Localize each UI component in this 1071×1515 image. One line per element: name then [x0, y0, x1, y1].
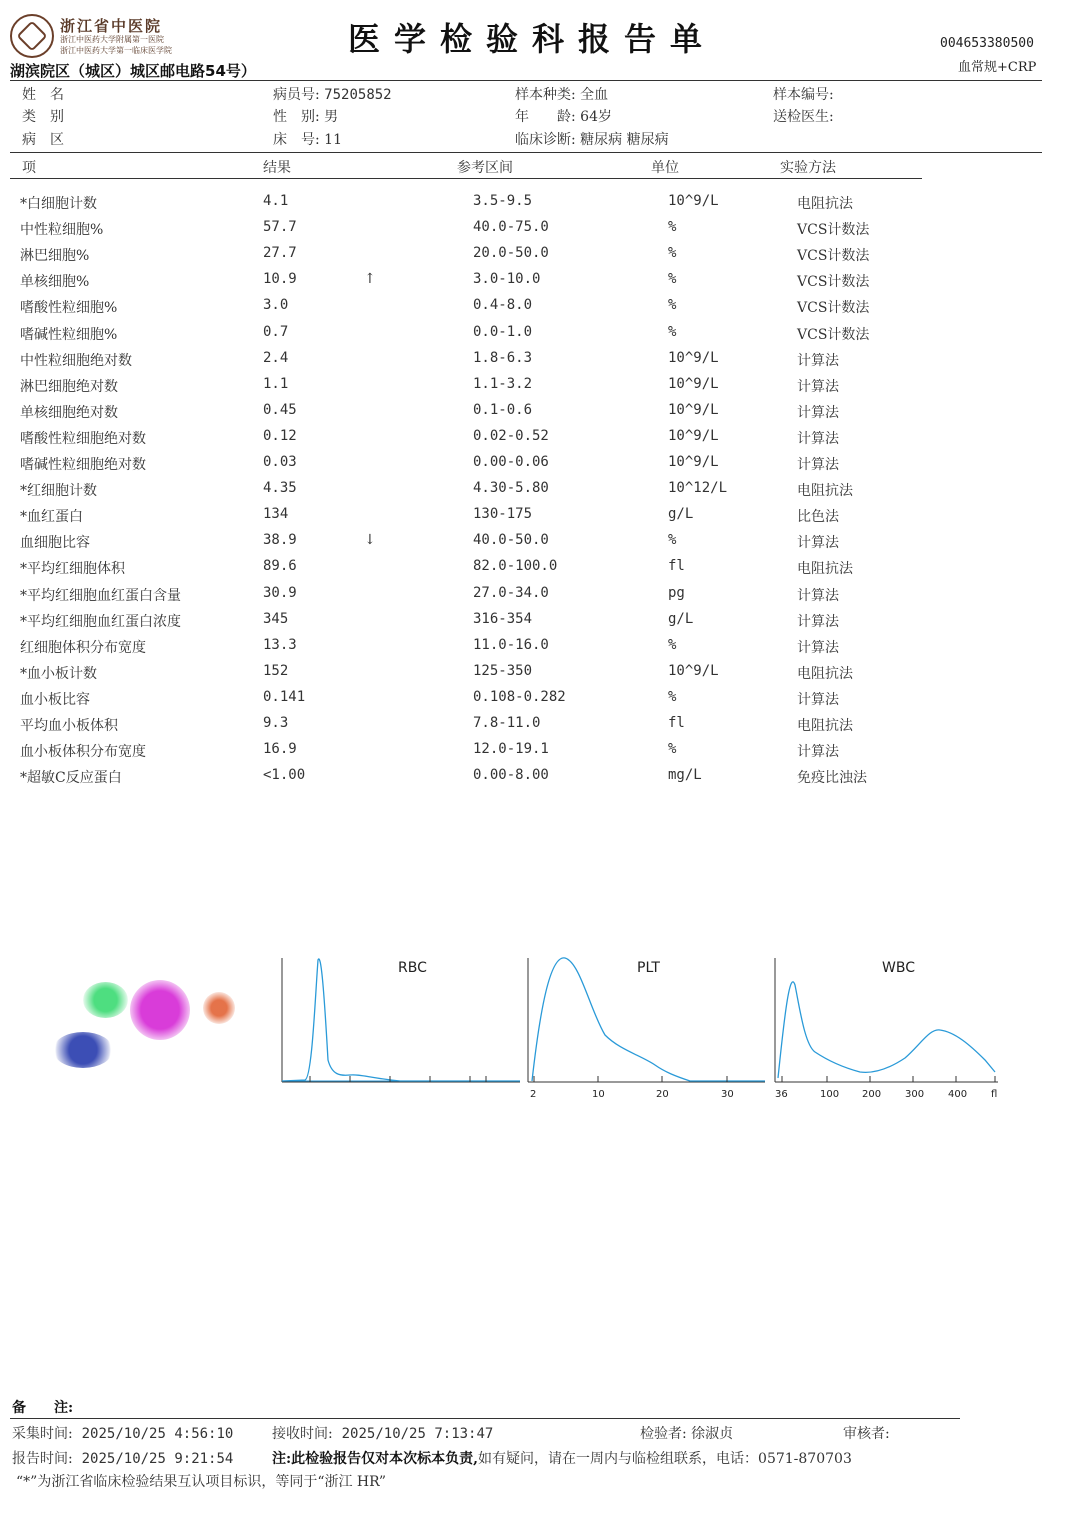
test-method: VCS计数法 [797, 274, 870, 291]
reference-range: 0.1-0.6 [473, 401, 533, 418]
tester: 徐淑贞 [691, 1426, 734, 1442]
test-method: 计算法 [797, 404, 839, 421]
result-value: 0.45 [263, 401, 297, 418]
reference-range: 0.00-8.00 [473, 767, 549, 784]
plt-tick: 20 [656, 1089, 669, 1100]
category-label: 类 别 [22, 109, 64, 125]
table-row [0, 767, 1071, 793]
result-flag: ↓ [364, 532, 376, 549]
result-unit: 10^9/L [668, 401, 719, 418]
result-name: 中性粒细胞% [20, 222, 104, 239]
result-value: 0.141 [263, 688, 306, 705]
test-method: 计算法 [797, 587, 839, 604]
table-row [0, 297, 1071, 323]
test-method: 计算法 [797, 744, 839, 761]
result-value: <1.00 [263, 767, 306, 784]
reference-range: 12.0-19.1 [473, 741, 549, 758]
divider-footer [10, 1418, 960, 1419]
col-method: 实验方法 [780, 160, 836, 176]
result-name: *白细胞计数 [20, 196, 97, 212]
histograms [270, 950, 1005, 1100]
result-value: 27.7 [263, 245, 297, 262]
collect-label: 采集时间: [12, 1426, 73, 1442]
result-unit: 10^9/L [668, 193, 719, 209]
result-unit: % [668, 532, 677, 549]
test-method: 计算法 [797, 691, 839, 708]
test-method: VCS计数法 [797, 248, 870, 265]
reference-range: 27.0-34.0 [473, 584, 549, 601]
wbc-tick: 36 [775, 1089, 788, 1100]
wbc-tick: fl [991, 1089, 998, 1100]
result-name: 平均血小板体积 [20, 718, 118, 734]
result-value: 4.1 [263, 193, 289, 209]
test-method: 计算法 [797, 457, 839, 473]
result-name: *血红蛋白 [20, 509, 83, 526]
result-value: 3.0 [263, 297, 289, 314]
reference-range: 3.0-10.0 [473, 271, 541, 288]
result-name: 中性粒细胞绝对数 [20, 352, 132, 369]
receive-label: 接收时间: [272, 1426, 333, 1442]
reference-range: 0.108-0.282 [473, 688, 566, 705]
result-value: 9.3 [263, 715, 289, 731]
rbc-histogram [282, 958, 520, 1082]
wbc-tick: 300 [905, 1089, 925, 1100]
result-name: 嗜碱性粒细胞% [20, 326, 118, 343]
bed-label: 床 号: [273, 132, 320, 148]
result-unit: % [668, 636, 677, 653]
table-row [0, 271, 1071, 297]
result-unit: % [668, 323, 677, 340]
wbc-tick: 400 [948, 1089, 968, 1100]
result-unit: 10^9/L [668, 454, 719, 470]
reference-range: 7.8-11.0 [473, 715, 541, 731]
result-unit: % [668, 245, 677, 262]
test-method: VCS计数法 [797, 326, 870, 343]
result-value: 152 [263, 662, 289, 679]
result-value: 2.4 [263, 349, 289, 366]
col-unit: 单位 [651, 160, 679, 176]
result-unit: g/L [668, 506, 694, 523]
age-label: 年 龄: [515, 109, 576, 125]
result-name: 血小板体积分布宽度 [20, 744, 146, 761]
table-row [0, 324, 1071, 350]
result-unit: % [668, 271, 677, 288]
result-unit: fl [668, 558, 685, 575]
test-method: VCS计数法 [797, 222, 870, 239]
result-value: 10.9 [263, 271, 297, 288]
table-row [0, 532, 1071, 558]
divider-top [10, 80, 1042, 81]
record-no-label: 病员号: [273, 87, 320, 103]
result-value: 13.3 [263, 636, 297, 653]
wbc-tick: 200 [862, 1089, 882, 1100]
result-value: 0.12 [263, 427, 297, 444]
sex: 男 [324, 109, 339, 125]
result-unit: g/L [668, 610, 694, 627]
table-row [0, 611, 1071, 637]
sex-label: 性 别: [273, 109, 320, 125]
plt-label: PLT [637, 960, 660, 976]
reference-range: 0.4-8.0 [473, 297, 533, 314]
reference-range: 40.0-75.0 [473, 219, 549, 236]
test-method: 电阻抗法 [797, 665, 853, 682]
result-unit: 10^12/L [668, 480, 728, 497]
table-row [0, 558, 1071, 584]
responsibility-note: 注:此检验报告仅对本次标本负责, [272, 1451, 479, 1467]
barcode-number: 004653380500 [940, 36, 1034, 51]
result-unit: % [668, 741, 677, 758]
reference-range: 11.0-16.0 [473, 636, 549, 653]
reference-range: 0.02-0.52 [473, 427, 549, 444]
col-result: 结果 [263, 160, 291, 176]
wbc-label: WBC [882, 960, 915, 976]
collect-time: 2025/10/25 4:56:10 [81, 1426, 234, 1442]
reference-range: 20.0-50.0 [473, 245, 549, 262]
table-row [0, 454, 1071, 480]
result-flag: ↑ [364, 271, 376, 288]
test-method: 电阻抗法 [797, 561, 853, 578]
table-row [0, 480, 1071, 506]
test-method: 计算法 [797, 378, 839, 395]
result-unit: % [668, 297, 677, 314]
plt-tick: 10 [592, 1089, 605, 1100]
sample-no-label: 样本编号: [773, 87, 834, 103]
report-label: 报告时间: [12, 1451, 73, 1467]
contact-note: 如有疑问，请在一周内与临检组联系，电话：0571-870703 [478, 1451, 852, 1467]
reference-range: 130-175 [473, 506, 533, 523]
remark-label: 备 注: [12, 1400, 74, 1416]
table-row [0, 663, 1071, 689]
result-name: *超敏C反应蛋白 [20, 770, 122, 787]
table-row [0, 219, 1071, 245]
test-method: 计算法 [797, 352, 839, 369]
table-row [0, 585, 1071, 611]
divider-info [10, 152, 1042, 153]
table-row [0, 506, 1071, 532]
col-range: 参考区间 [457, 160, 513, 176]
result-value: 0.03 [263, 454, 297, 470]
test-method: 电阻抗法 [797, 196, 853, 212]
result-value: 38.9 [263, 532, 297, 549]
campus-address: 湖滨院区（城区）城区邮电路54号） [10, 62, 256, 80]
result-name: *血小板计数 [20, 665, 97, 682]
hospital-subtitle-1: 浙江中医药大学附属第一医院 [60, 35, 164, 44]
sample-type-label: 样本种类: [515, 87, 576, 103]
result-unit: % [668, 688, 677, 705]
sample-type: 全血 [580, 87, 609, 103]
plt-tick: 2 [530, 1089, 537, 1100]
receive-time: 2025/10/25 7:13:47 [341, 1426, 494, 1442]
reference-range: 4.30-5.80 [473, 480, 549, 497]
result-name: 血小板比容 [20, 691, 90, 708]
table-row [0, 637, 1071, 663]
result-unit: mg/L [668, 767, 702, 784]
table-row [0, 193, 1071, 219]
table-row [0, 715, 1071, 741]
reference-range: 125-350 [473, 662, 533, 679]
result-value: 1.1 [263, 375, 289, 392]
result-name: 单核细胞% [20, 274, 90, 291]
reference-range: 82.0-100.0 [473, 558, 558, 575]
table-row [0, 245, 1071, 271]
test-method: VCS计数法 [797, 300, 870, 317]
bed: 11 [324, 132, 342, 148]
report-time: 2025/10/25 9:21:54 [81, 1451, 234, 1467]
test-method: 电阻抗法 [797, 483, 853, 500]
plt-histogram [528, 958, 765, 1100]
result-name: *平均红细胞体积 [20, 561, 125, 578]
hospital-subtitle-2: 浙江中医药大学第一临床医学院 [60, 46, 172, 55]
result-unit: 10^9/L [668, 427, 719, 444]
result-name: *红细胞计数 [20, 483, 97, 500]
test-method: 计算法 [797, 535, 839, 552]
scatter-plot [35, 950, 270, 1090]
result-value: 16.9 [263, 741, 297, 758]
reviewer-label: 审核者: [843, 1426, 890, 1442]
divider-columns [10, 178, 922, 179]
result-unit: pg [668, 584, 685, 601]
result-value: 57.7 [263, 219, 297, 236]
result-unit: 10^9/L [668, 662, 719, 679]
name-label: 姓 名 [22, 87, 64, 103]
result-unit: fl [668, 715, 685, 731]
result-name: 单核细胞绝对数 [20, 404, 118, 421]
diagnosis-label: 临床诊断: [515, 132, 576, 148]
table-row [0, 428, 1071, 454]
result-value: 4.35 [263, 480, 297, 497]
result-name: 红细胞体积分布宽度 [20, 639, 146, 656]
result-value: 30.9 [263, 584, 297, 601]
test-method: 计算法 [797, 613, 839, 630]
result-value: 134 [263, 506, 289, 523]
mutual-recognition-note: “*”为浙江省临床检验结果互认项目标识，等同于“浙江 HR” [16, 1474, 387, 1490]
table-row [0, 689, 1071, 715]
table-row [0, 350, 1071, 376]
reference-range: 3.5-9.5 [473, 193, 533, 209]
test-method: 计算法 [797, 430, 839, 447]
result-name: 淋巴细胞绝对数 [20, 378, 118, 395]
result-name: 血细胞比容 [20, 535, 90, 552]
reference-range: 40.0-50.0 [473, 532, 549, 549]
table-row [0, 402, 1071, 428]
result-name: 嗜碱性粒细胞绝对数 [20, 457, 146, 473]
rbc-label: RBC [398, 960, 427, 976]
result-name: *平均红细胞血红蛋白含量 [20, 587, 181, 604]
test-method: 免疫比浊法 [797, 770, 867, 787]
table-row [0, 376, 1071, 402]
reference-range: 0.00-0.06 [473, 454, 549, 470]
reference-range: 1.1-3.2 [473, 375, 533, 392]
result-value: 0.7 [263, 323, 289, 340]
result-unit: 10^9/L [668, 375, 719, 392]
tester-label: 检验者: [640, 1426, 687, 1442]
diagnosis: 糖尿病 糖尿病 [580, 132, 669, 148]
result-value: 89.6 [263, 558, 297, 575]
hospital-logo [10, 14, 54, 58]
report-title: 医学检验科报告单 [348, 20, 717, 58]
doctor-label: 送检医生: [773, 109, 834, 125]
age: 64岁 [580, 109, 612, 125]
result-value: 345 [263, 610, 289, 627]
col-item: 项 [22, 160, 36, 176]
test-name: 血常规+CRP [958, 60, 1037, 75]
reference-range: 1.8-6.3 [473, 349, 533, 366]
test-method: 计算法 [797, 639, 839, 656]
reference-range: 316-354 [473, 610, 533, 627]
reference-range: 0.0-1.0 [473, 323, 533, 340]
record-no: 75205852 [324, 87, 392, 103]
result-unit: % [668, 219, 677, 236]
result-name: 嗜酸性粒细胞% [20, 300, 118, 317]
wbc-histogram [775, 958, 998, 1100]
table-row [0, 741, 1071, 767]
wbc-tick: 100 [820, 1089, 840, 1100]
test-method: 电阻抗法 [797, 718, 853, 734]
result-name: 嗜酸性粒细胞绝对数 [20, 430, 146, 447]
plt-tick: 30 [721, 1089, 734, 1100]
ward-label: 病 区 [22, 132, 64, 148]
hospital-name: 浙江省中医院 [60, 17, 163, 35]
result-name: *平均红细胞血红蛋白浓度 [20, 613, 181, 630]
test-method: 比色法 [797, 509, 839, 526]
result-name: 淋巴细胞% [20, 248, 90, 265]
result-unit: 10^9/L [668, 349, 719, 366]
